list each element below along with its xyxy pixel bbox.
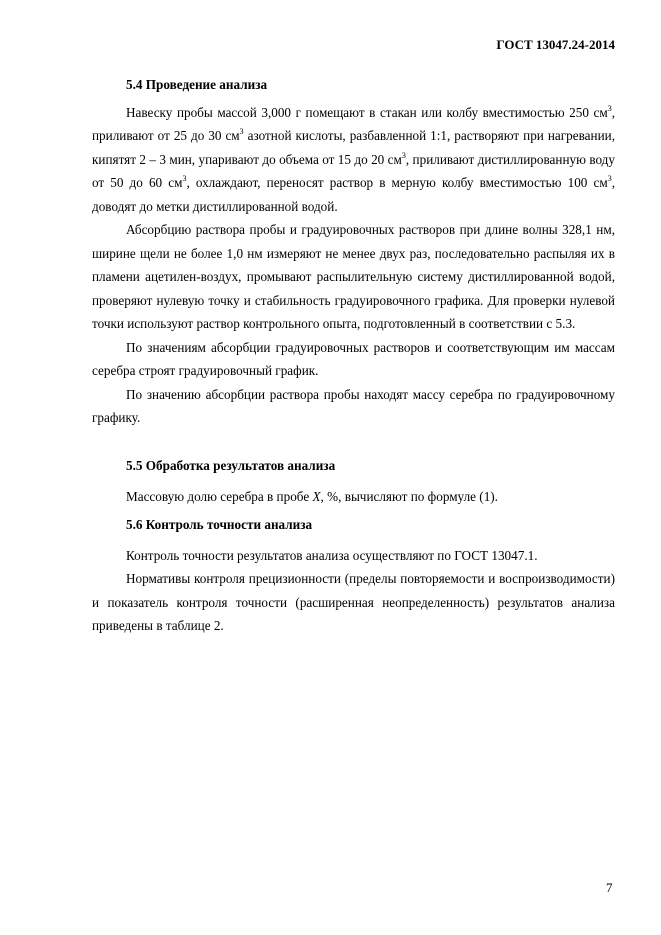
section-heading: 5.6 Контроль точности анализа: [126, 517, 313, 532]
superscript: 3: [607, 103, 612, 113]
section-5-5: [92, 454, 615, 508]
paragraph: Контроль точности результатов анализа осуществляют по ГОСТ 13047.1.: [126, 547, 538, 563]
text: , %, вычисляют по формуле (1).: [320, 488, 498, 504]
variable: X: [312, 488, 321, 504]
paragraph: По значению абсорбции раствора пробы находят массу серебра по градуировочному графику.: [92, 386, 615, 425]
text: азотной кислоты, разбавленной 1:1, растворяют при нагревании, кипятят 2 – 3 мин, упаривают до объема от 15 до 20 см: [92, 128, 615, 167]
superscript: 3: [182, 174, 187, 183]
text: , приливают от 25 до 30 см: [92, 104, 615, 143]
paragraph: [92, 485, 615, 509]
section-heading: 5.4 Проведение анализа: [126, 77, 268, 92]
text: , доводят до метки дистиллированной водой.: [92, 175, 615, 214]
text: , охлаждают, переносят раствор в мерную колбу вместимостью 100 см: [186, 175, 608, 190]
section-5-6: [92, 513, 615, 638]
paragraph: [92, 101, 615, 219]
superscript: 3: [239, 127, 244, 136]
text: Навеску пробы массой 3,000 г помещают в стакан или колбу вместимостью 250 см: [126, 104, 608, 120]
paragraph: Абсорбцию раствора пробы и градуировочных растворов при длине волны 328,1 нм, ширине щели не более 1,0 нм измеряют не менее двух раз, последовательно распыляя их в пламени ацетилен-воздух, промывают распылительную систему дистиллированной водой, проверяют нулевую точку и стабильность градуировочного графика. Для проверки нулевой точки используют раствор контрольного опыта, подготовленный в соответствии с 5.3.: [92, 222, 615, 331]
paragraph: По значениям абсорбции градуировочных растворов и соответствующим им массам серебра строят градуировочный график.: [92, 339, 615, 378]
section-5-4: [92, 73, 615, 430]
superscript: 3: [401, 150, 406, 160]
section-heading: 5.5 Обработка результатов анализа: [126, 458, 336, 473]
paragraph: Нормативы контроля прецизионности (пределы повторяемости и воспроизводимости) и показатель контроля точности (расширенная неопределенность) результатов анализа приведены в таблице 2.: [92, 571, 615, 633]
text: Массовую долю серебра в пробе: [126, 488, 313, 504]
page-number: 7: [606, 880, 613, 895]
superscript: 3: [607, 174, 612, 183]
text: , приливают дистиллированную воду от 50 до 60 см: [92, 151, 615, 190]
document-header-id: ГОСТ 13047.24-2014: [496, 37, 615, 52]
